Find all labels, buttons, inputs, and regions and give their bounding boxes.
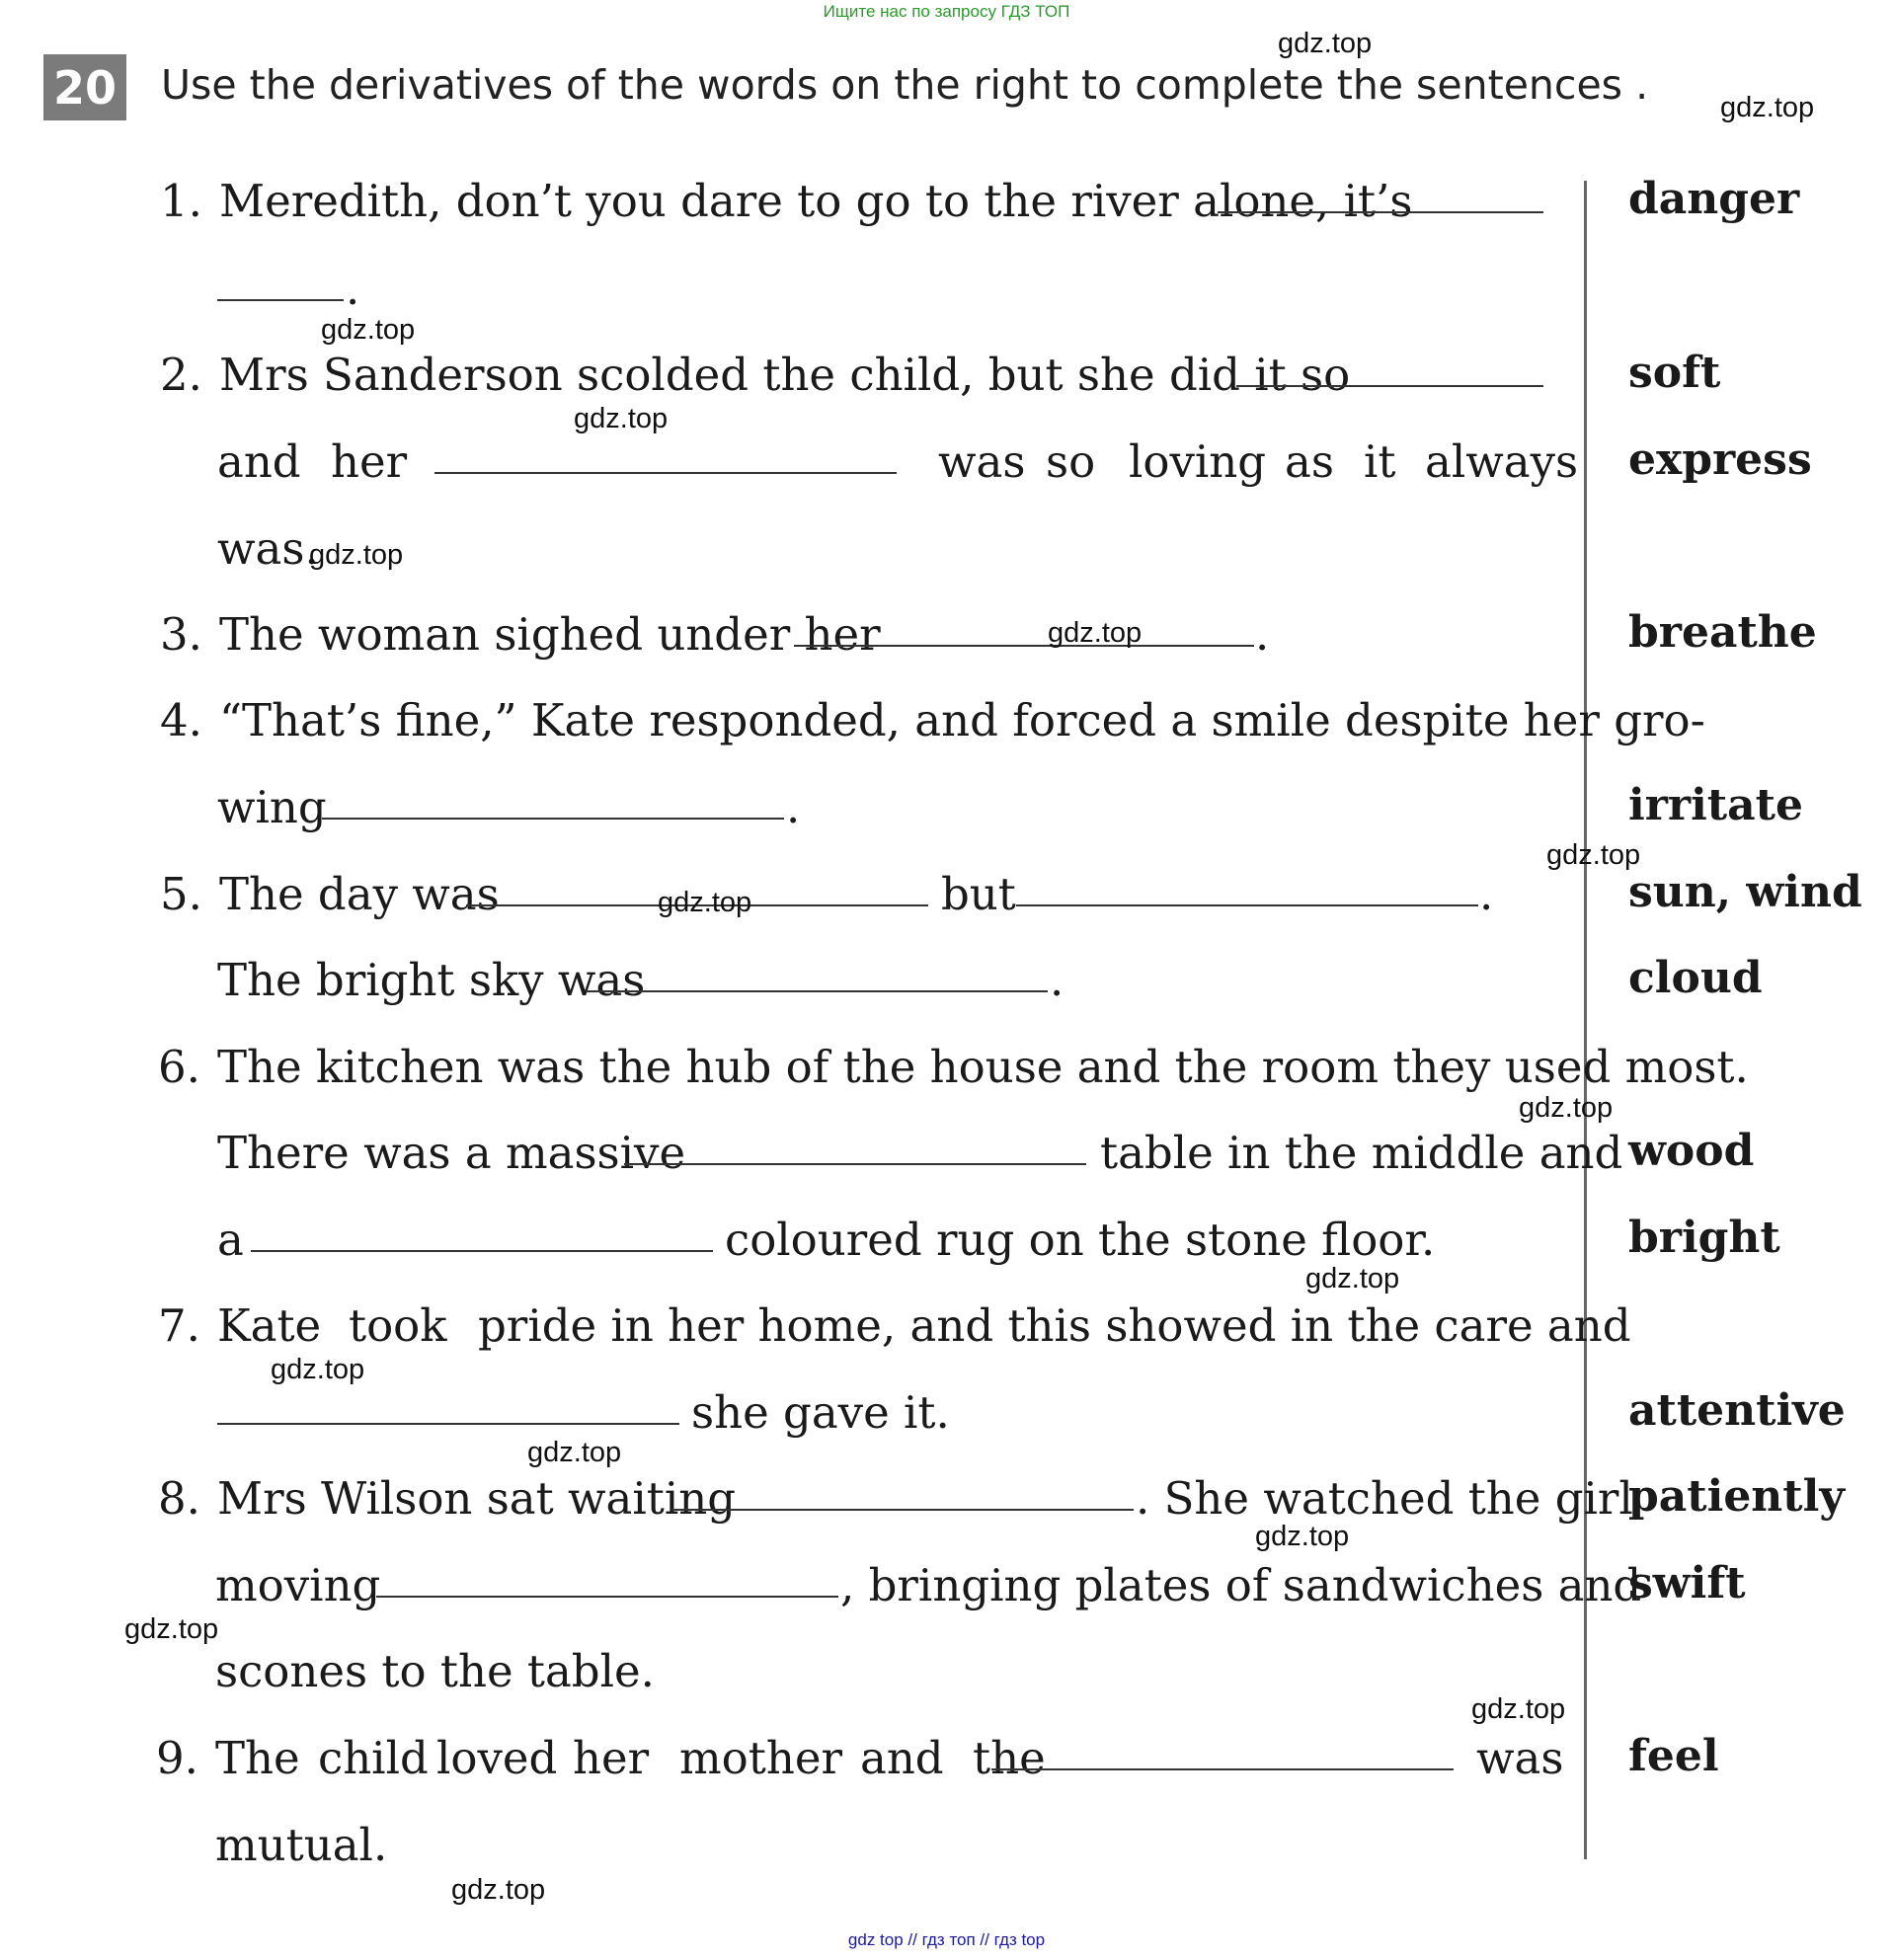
sentence-text: loved — [436, 1732, 558, 1784]
sentence-text: and — [217, 435, 301, 488]
answer-blank[interactable] — [217, 299, 344, 301]
watermark: gdz.top — [658, 887, 752, 918]
word-soft: soft — [1628, 348, 1721, 398]
sentence-text: “That’s fine,” Kate responded, and forced a smile despite her gro- — [219, 694, 1705, 746]
sentence-text: so — [1046, 435, 1096, 488]
watermark: gdz.top — [1546, 839, 1641, 871]
answer-blank[interactable] — [586, 990, 1048, 992]
word-cloud: cloud — [1628, 953, 1763, 1003]
word-swift: swift — [1628, 1558, 1746, 1608]
sentence-text: but — [941, 868, 1016, 920]
answer-blank[interactable] — [1218, 211, 1543, 213]
answer-blank[interactable] — [1236, 385, 1543, 387]
answer-blank[interactable] — [624, 1163, 1086, 1165]
sentence-text: was — [938, 435, 1026, 488]
watermark: gdz.top — [321, 314, 416, 346]
sentence-text: she gave it. — [691, 1386, 950, 1439]
sentence-text: table in the middle and — [1100, 1127, 1623, 1179]
top-banner: Ищите нас по запросу ГДЗ ТОП — [823, 2, 1070, 21]
sentence-text: pride in her home, and this showed in the care and — [478, 1299, 1631, 1352]
answer-blank[interactable] — [794, 645, 1254, 647]
sentence-text: the — [973, 1732, 1046, 1784]
watermark: gdz.top — [1519, 1092, 1614, 1124]
answer-blank[interactable] — [434, 472, 897, 474]
sentence-text: it — [1364, 435, 1396, 488]
sentence-text: was — [1476, 1732, 1564, 1784]
answer-blank[interactable] — [1016, 904, 1478, 906]
sentence-text: mutual. — [215, 1819, 388, 1871]
answer-blank[interactable] — [376, 1596, 838, 1598]
watermark: gdz.top — [1720, 92, 1815, 123]
sentence-text: coloured rug on the stone floor. — [725, 1214, 1436, 1266]
sentence-text: . — [1479, 868, 1494, 920]
answer-blank[interactable] — [671, 1509, 1134, 1511]
watermark: gdz.top — [451, 1874, 546, 1906]
sentence-text: Mrs Sanderson scolded the child, but she did it so — [219, 349, 1351, 401]
sentence-text: Mrs Wilson sat waiting — [217, 1472, 737, 1525]
sentence-text: was. — [217, 522, 319, 575]
sentence-text: wing — [217, 781, 327, 833]
sentence-number: 1. — [160, 175, 202, 227]
sentence-number: 6. — [158, 1041, 200, 1093]
sentence-text: The day was — [219, 868, 500, 920]
word-bright: bright — [1628, 1213, 1780, 1263]
sentence-text: . — [1255, 608, 1270, 661]
sentence-text: took — [349, 1299, 447, 1352]
sentence-text: . — [1050, 954, 1065, 1006]
sentence-text: The woman sighed under her — [219, 608, 881, 661]
watermark: gdz.top — [574, 403, 669, 434]
footer-links: gdz top // гдз топ // гдз top — [847, 1930, 1046, 1949]
word-patiently: patiently — [1628, 1471, 1845, 1522]
word-breathe: breathe — [1628, 607, 1817, 658]
word-express: express — [1628, 434, 1812, 485]
sentence-text: always — [1425, 435, 1579, 488]
exercise-instruction: Use the derivatives of the words on the right to complete the sentences . — [161, 61, 1649, 109]
sentence-text: The kitchen was the hub of the house and the room they used most. — [217, 1041, 1749, 1093]
answer-blank[interactable] — [251, 1250, 713, 1252]
sentence-text: scones to the table. — [215, 1645, 655, 1697]
sentence-text: There was a massive — [217, 1127, 686, 1179]
watermark: gdz.top — [271, 1354, 365, 1385]
sentence-number: 7. — [158, 1299, 200, 1352]
answer-blank[interactable] — [217, 1423, 679, 1425]
word-feel: feel — [1628, 1731, 1719, 1781]
word-sun-wind: sun, wind — [1628, 867, 1862, 917]
sentence-text: . — [786, 781, 801, 833]
sentence-number: 2. — [160, 349, 202, 401]
watermark: gdz.top — [1048, 617, 1143, 649]
sentence-text: child — [318, 1732, 429, 1784]
sentence-text: a — [217, 1214, 244, 1266]
sentence-text: Meredith, don’t you dare to go to the river alone, it’s — [219, 175, 1413, 227]
sentence-number: 8. — [158, 1472, 200, 1525]
sentence-number: 5. — [160, 868, 202, 920]
sentence-text: . She watched the girl — [1136, 1472, 1633, 1525]
sentence-number: 4. — [160, 694, 202, 746]
sentence-text: . — [346, 263, 360, 315]
answer-blank[interactable] — [322, 818, 784, 820]
sentence-number: 9. — [156, 1732, 198, 1784]
watermark: gdz.top — [309, 539, 404, 571]
word-irritate: irritate — [1628, 780, 1803, 830]
sentence-text: mother — [679, 1732, 842, 1784]
watermark: gdz.top — [124, 1613, 219, 1645]
word-wood: wood — [1628, 1126, 1755, 1176]
sentence-text: her — [573, 1732, 650, 1784]
watermark: gdz.top — [1255, 1521, 1350, 1552]
sentence-text: moving — [215, 1559, 381, 1611]
watermark: gdz.top — [1471, 1693, 1566, 1725]
sentence-text: loving — [1129, 435, 1267, 488]
sentence-text: her — [331, 435, 408, 488]
sentence-text: Kate — [217, 1299, 322, 1352]
answer-blank[interactable] — [991, 1768, 1454, 1770]
exercise-number: 20 — [43, 54, 126, 120]
watermark: gdz.top — [1278, 28, 1373, 59]
sentence-text: and — [860, 1732, 944, 1784]
watermark: gdz.top — [1305, 1263, 1400, 1294]
sentence-text: The bright sky was — [217, 954, 646, 1006]
word-attentive: attentive — [1628, 1385, 1846, 1436]
watermark: gdz.top — [527, 1437, 622, 1468]
word-danger: danger — [1628, 174, 1800, 224]
sentence-number: 3. — [160, 608, 202, 661]
sentence-text: as — [1285, 435, 1334, 488]
sentence-text: , bringing plates of sandwiches and — [840, 1559, 1642, 1611]
sentence-text: The — [215, 1732, 300, 1784]
